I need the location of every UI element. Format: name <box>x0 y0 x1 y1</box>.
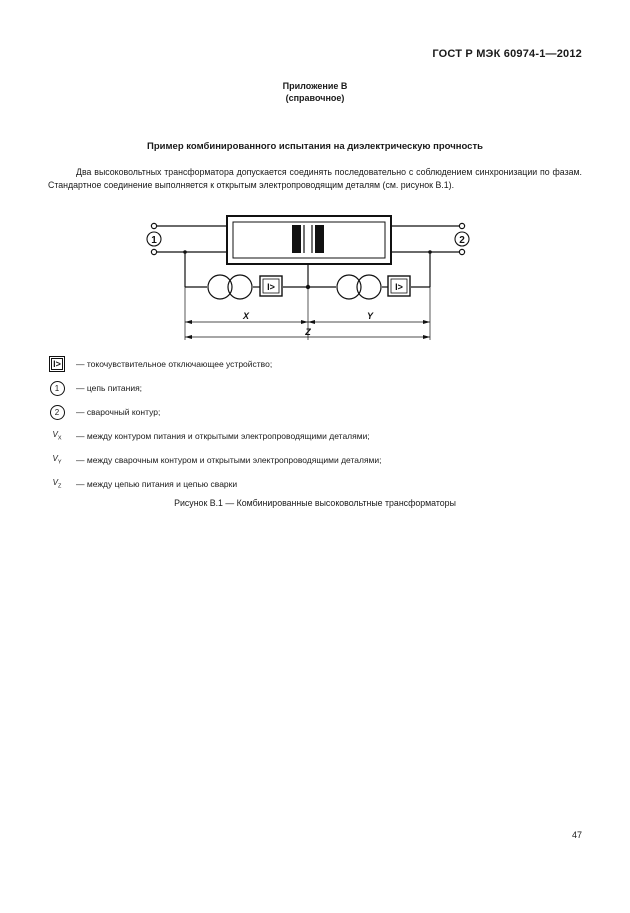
standard-code-header: ГОСТ Р МЭК 60974-1—2012 <box>432 48 582 60</box>
voltage-symbol: $V_Y$ <box>52 454 62 466</box>
housing-outer <box>227 216 391 264</box>
capacitor-plate <box>315 225 324 253</box>
annex-subtitle: (справочное) <box>285 93 345 103</box>
legend-item <box>46 352 546 376</box>
circle-number-icon: 1 <box>50 381 65 396</box>
dimension-x-label: X <box>242 311 250 321</box>
legend-item <box>46 376 546 400</box>
legend-text: — токочувствительное отключающее устройство; <box>76 359 273 369</box>
terminal-2-label: 2 <box>459 235 465 246</box>
relay-2-label: I> <box>395 282 403 292</box>
terminal-1-label: 1 <box>151 235 157 246</box>
relay-symbol-icon: I> <box>49 356 65 372</box>
legend-text: — между контуром питания и открытыми электропроводящими деталями; <box>76 431 370 441</box>
capacitor-plate <box>292 225 301 253</box>
legend-item <box>46 472 546 496</box>
annex-heading <box>0 80 630 104</box>
dimension-z-label: Z <box>305 327 311 337</box>
legend-text: — между сварочным контуром и открытыми электропроводящими деталями; <box>76 455 382 465</box>
legend-text: — сварочный контур; <box>76 407 161 417</box>
legend-text: — цепь питания; <box>76 383 143 393</box>
relay-1-label: I> <box>267 282 275 292</box>
section-title: Пример комбинированного испытания на диэлектрическую прочность <box>147 141 483 152</box>
housing-inner <box>233 222 385 258</box>
dimension-y-label: Y <box>366 311 374 321</box>
legend-item <box>46 400 546 424</box>
annex-title: Приложение В <box>282 81 348 91</box>
circle-number-icon: 2 <box>50 405 65 420</box>
figure-caption: Рисунок В.1 — Комбинированные высоковольтные трансформаторы <box>174 498 456 508</box>
legend <box>46 352 546 496</box>
circuit-diagram <box>140 212 480 347</box>
body-paragraph: Два высоковольтных трансформатора допускается соединять последовательно с соблюдением синхронизации по фазам. Стандартное соединение выполняется к открытым электропроводящим деталям (см. рисунок В.1). <box>48 167 582 190</box>
legend-text: — между цепью питания и цепью сварки <box>76 479 238 489</box>
voltage-symbol: $V_X$ <box>52 430 62 442</box>
page-number: 47 <box>571 830 582 840</box>
voltage-symbol: $V_Z$ <box>52 478 62 490</box>
legend-item <box>46 424 546 448</box>
legend-item <box>46 448 546 472</box>
